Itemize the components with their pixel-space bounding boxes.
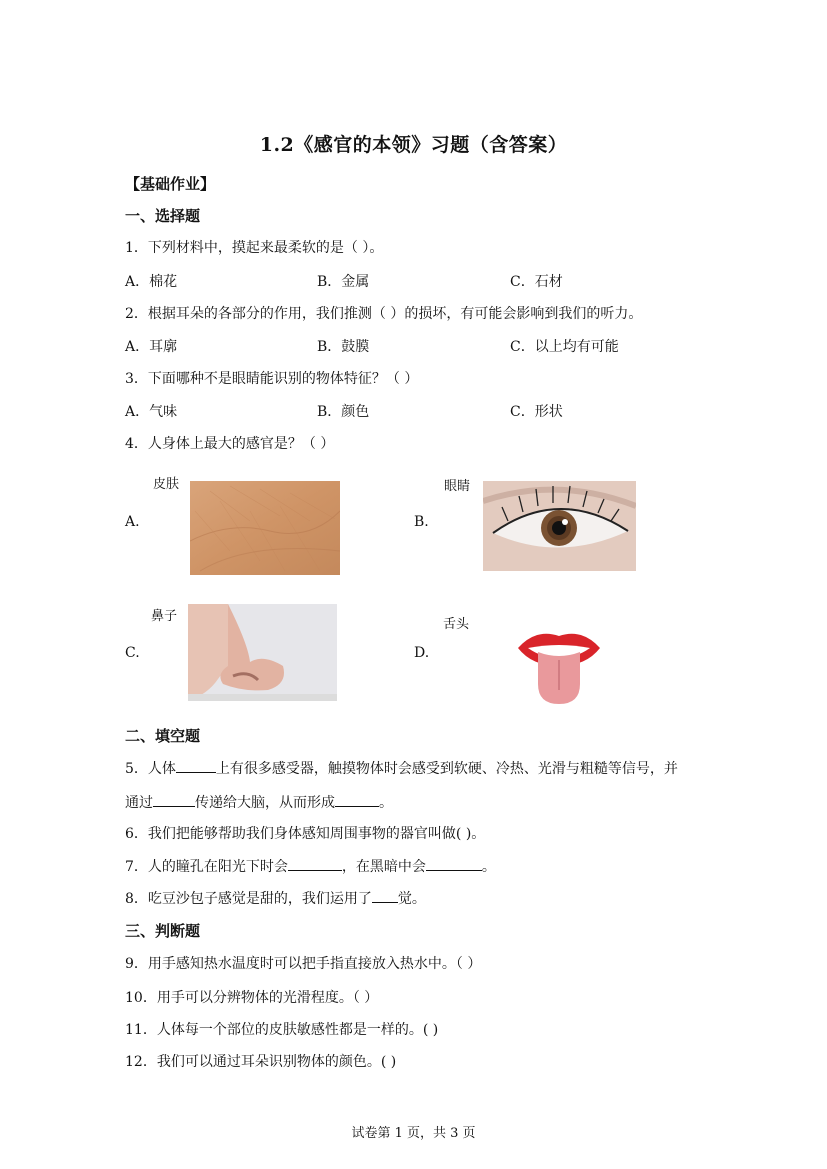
question-7 bbox=[125, 856, 496, 876]
tongue-label: 舌头 bbox=[443, 617, 470, 632]
q5-text-a: 5．人体 bbox=[125, 761, 176, 777]
skin-image bbox=[190, 481, 340, 575]
q4-option-d: D. bbox=[414, 645, 430, 661]
q8-text-b: 觉。 bbox=[397, 891, 426, 907]
eye-image bbox=[483, 481, 636, 571]
q5-text-b: 上有很多感受器，触摸物体时会感受到软硬、冷热、光滑与粗糙等信号，并 bbox=[215, 761, 678, 777]
question-5-line2 bbox=[125, 792, 393, 812]
basic-work-heading: 【基础作业】 bbox=[125, 175, 216, 193]
q7-text-c: 。 bbox=[481, 859, 496, 875]
skin-label: 皮肤 bbox=[153, 477, 180, 492]
q5-blank-2[interactable] bbox=[153, 792, 195, 807]
q5-blank-3[interactable] bbox=[335, 792, 379, 807]
question-3: 3．下面哪种不是眼睛能识别的物体特征？（ ） bbox=[125, 371, 419, 387]
q8-text-a: 8．吃豆沙包子感觉是甜的，我们运用了 bbox=[125, 891, 372, 907]
page-footer: 试卷第 1 页，共 3 页 bbox=[351, 1126, 476, 1141]
q2-option-c: C．以上均有可能 bbox=[510, 339, 619, 355]
question-10: 10．用手可以分辨物体的光滑程度。（ ） bbox=[125, 990, 379, 1006]
question-8 bbox=[125, 888, 426, 908]
q7-blank-2[interactable] bbox=[426, 856, 482, 871]
q4-option-a: A. bbox=[125, 514, 140, 530]
question-2: 2．根据耳朵的各部分的作用，我们推测（ ）的损坏，有可能会影响到我们的听力。 bbox=[125, 306, 643, 322]
q5-blank-1[interactable] bbox=[176, 758, 216, 773]
q7-text-a: 7．人的瞳孔在阳光下时会 bbox=[125, 859, 288, 875]
eye-label: 眼睛 bbox=[444, 479, 471, 494]
q2-option-a: A．耳廓 bbox=[125, 339, 178, 355]
q1-option-a: A．棉花 bbox=[125, 274, 178, 290]
q5-text-d: 传递给大脑，从而形成 bbox=[195, 795, 335, 811]
q5-text-e: 。 bbox=[379, 795, 393, 811]
nose-image bbox=[188, 604, 337, 701]
q4-option-c: C. bbox=[125, 645, 140, 661]
question-12: 12．我们可以通过耳朵识别物体的颜色。( ) bbox=[125, 1054, 397, 1070]
q7-text-b: ，在黑暗中会 bbox=[341, 859, 426, 875]
q4-option-b: B. bbox=[414, 514, 429, 530]
q5-text-c: 通过 bbox=[125, 795, 153, 811]
question-11: 11．人体每一个部位的皮肤敏感性都是一样的。( ) bbox=[125, 1022, 439, 1038]
section-fill-heading: 二、填空题 bbox=[125, 727, 201, 745]
q2-option-b: B．鼓膜 bbox=[317, 339, 370, 355]
q3-option-b: B．颜色 bbox=[317, 404, 370, 420]
section-judge-heading: 三、判断题 bbox=[125, 922, 201, 940]
q1-option-c: C．石材 bbox=[510, 274, 563, 290]
q1-option-b: B．金属 bbox=[317, 274, 370, 290]
tongue-image bbox=[516, 626, 602, 706]
page-title: 1.2《感官的本领》习题（含答案） bbox=[259, 134, 568, 156]
question-6: 6．我们把能够帮助我们身体感知周围事物的器官叫做( )。 bbox=[125, 826, 486, 842]
question-1: 1．下列材料中，摸起来最柔软的是（ ）。 bbox=[125, 240, 384, 256]
q8-blank[interactable] bbox=[372, 888, 398, 903]
question-5-line1 bbox=[125, 758, 678, 778]
question-9: 9．用手感知热水温度时可以把手指直接放入热水中。（ ） bbox=[125, 956, 482, 972]
section-choice-heading: 一、选择题 bbox=[125, 207, 201, 225]
q3-option-c: C．形状 bbox=[510, 404, 563, 420]
question-4: 4．人身体上最大的感官是？（ ） bbox=[125, 436, 335, 452]
q3-option-a: A．气味 bbox=[125, 404, 178, 420]
nose-label: 鼻子 bbox=[151, 609, 178, 624]
q7-blank-1[interactable] bbox=[288, 856, 342, 871]
